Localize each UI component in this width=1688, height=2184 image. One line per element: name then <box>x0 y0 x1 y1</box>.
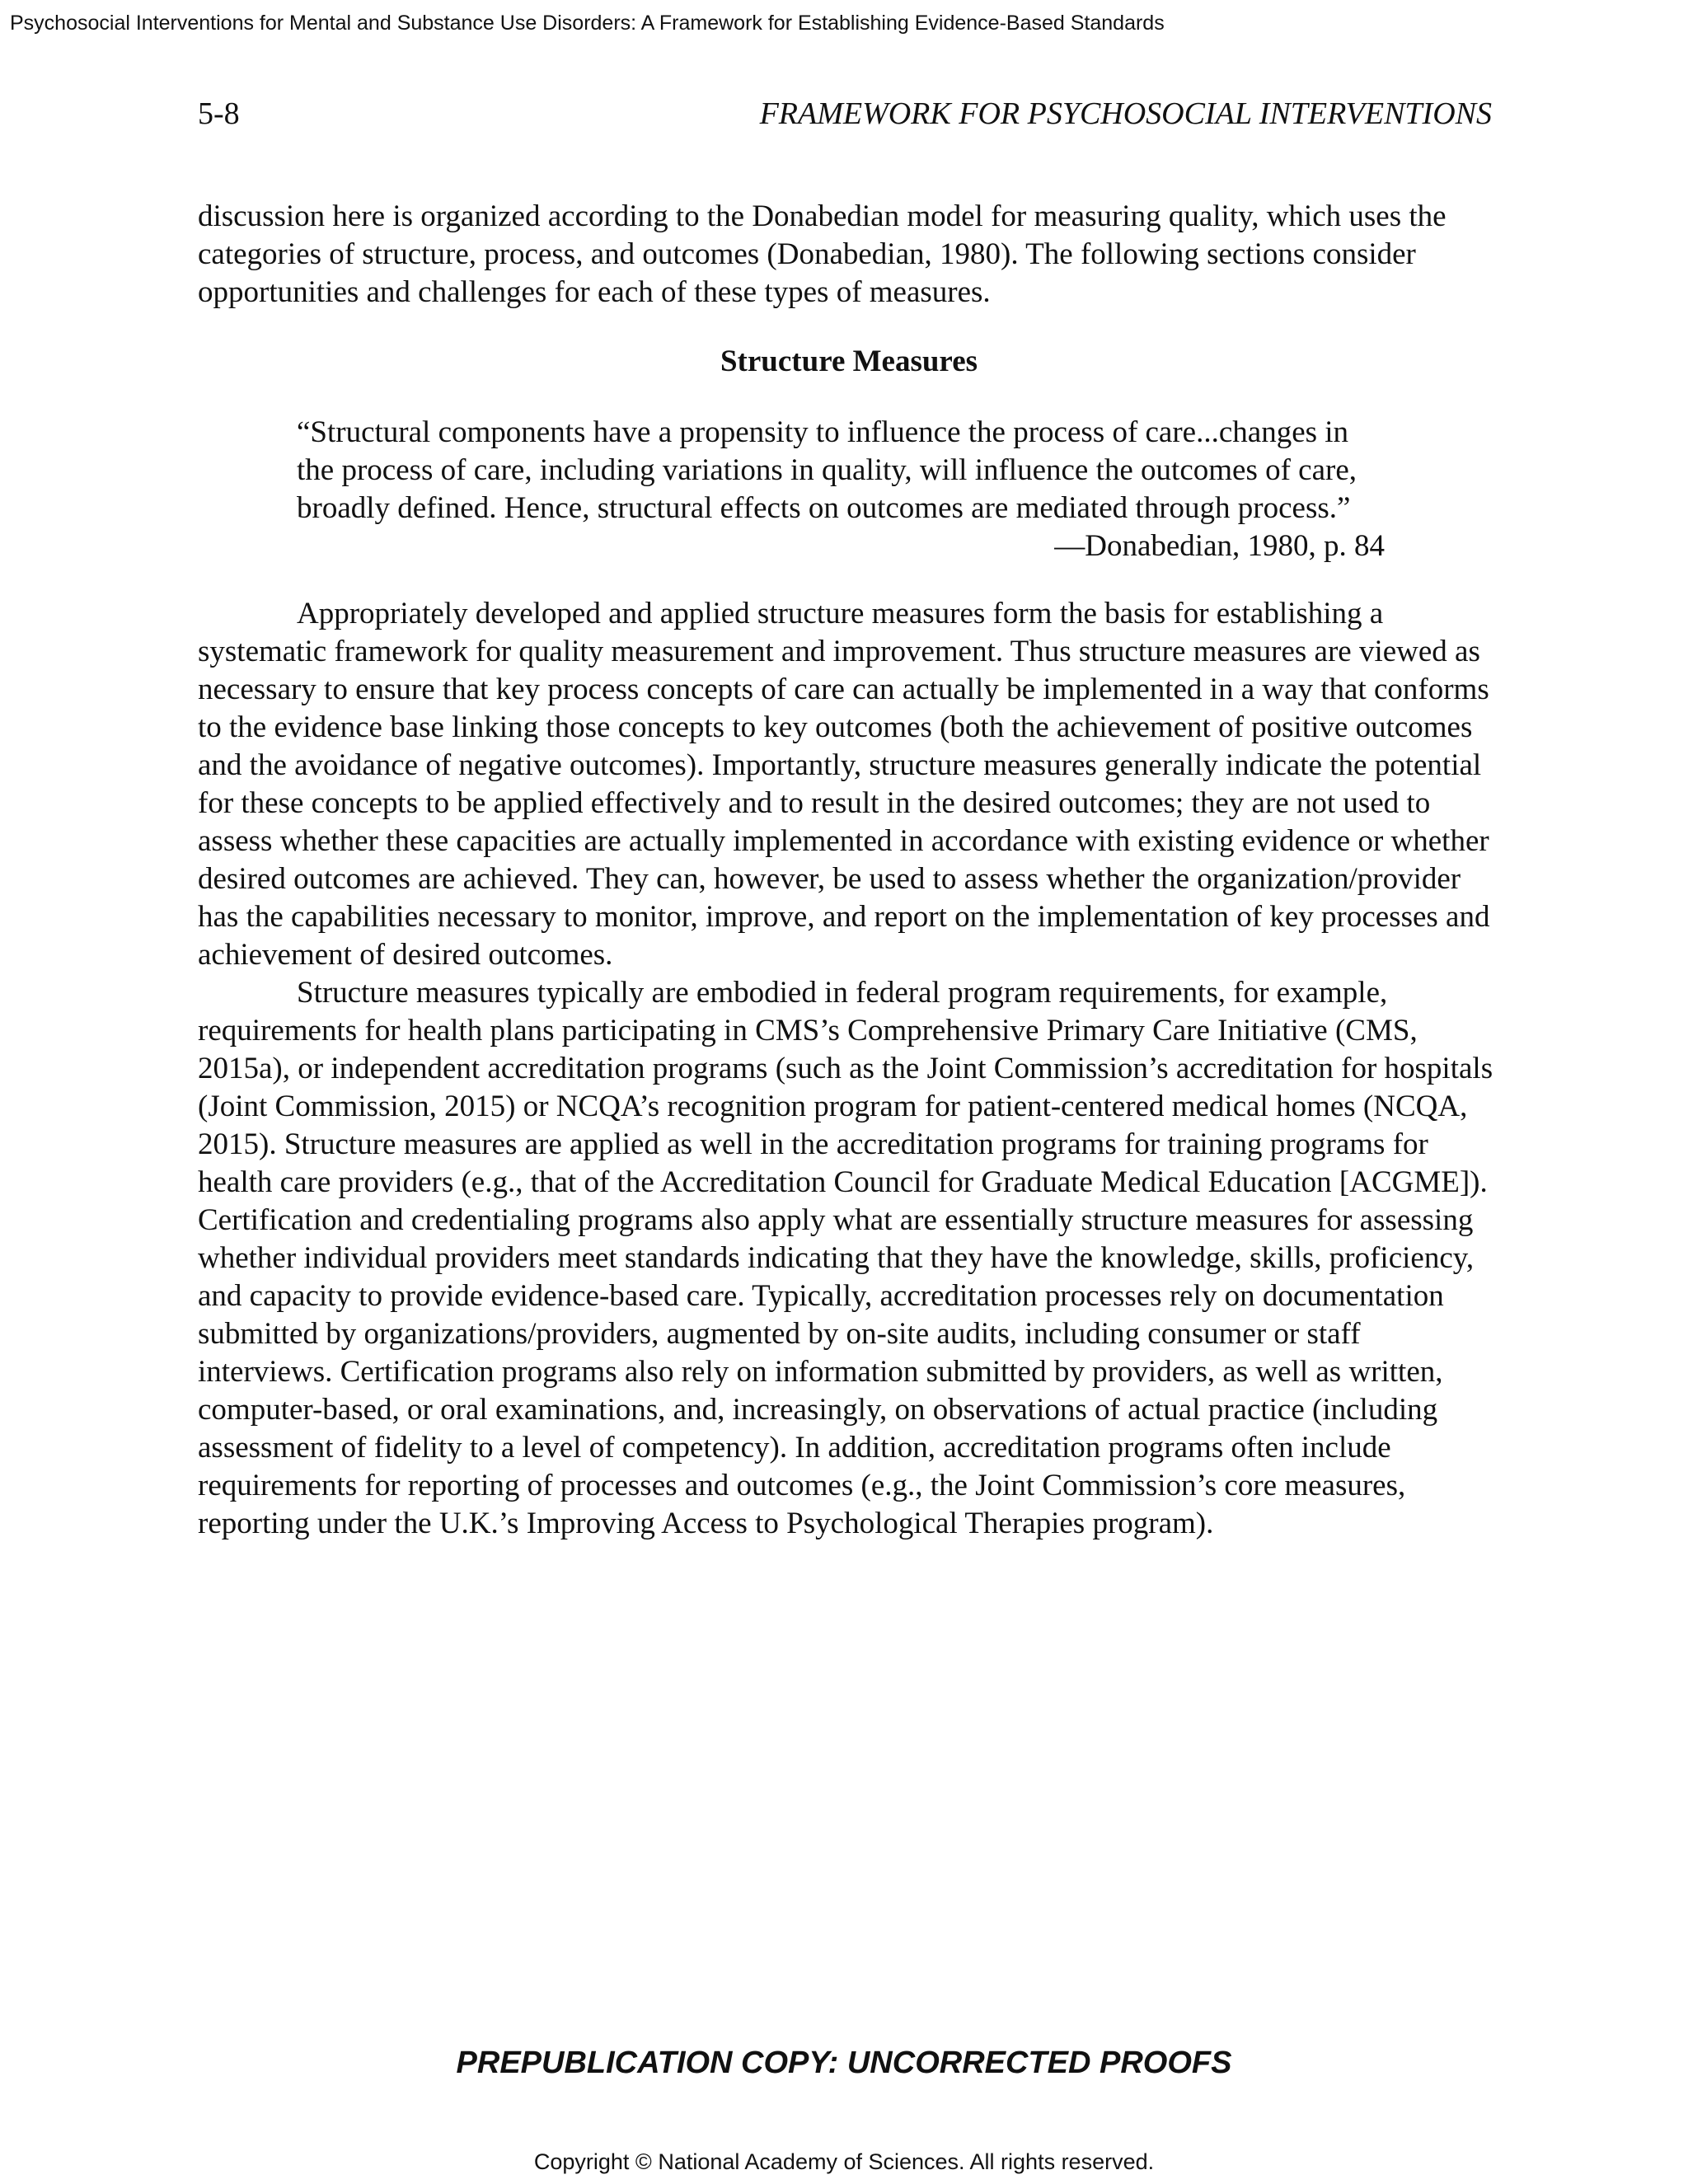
intro-paragraph: discussion here is organized according to the Donabedian model for measuring quality, which uses the categories of structure, process, and outcomes (Donabedian, 1980). The following sections consider opportunities and challenges for each of these types of measures. <box>198 199 1447 309</box>
running-header <box>198 96 1492 137</box>
quote-text: “Structural components have a propensity to influence the process of care...changes in the process of care, including variations in quality, will influence the outcomes of care, broadly defined. Hence, structural effects on outcomes are mediated through process.” <box>297 415 1357 525</box>
running-title: FRAMEWORK FOR PSYCHOSOCIAL INTERVENTIONS <box>759 96 1492 131</box>
page-body <box>198 198 1500 1543</box>
section-heading: Structure Measures <box>720 344 978 378</box>
page-number: 5-8 <box>198 96 240 131</box>
body-paragraph: Structure measures typically are embodied in federal program requirements, for example, requirements for health plans participating in CMS’s Comprehensive Primary Care Initiative (CMS, 2015a), or independent accreditation programs (such as the Joint Commission’s accreditation for hospitals (Joint Commission, 2015) or NCQA’s recognition program for patient-centered medical homes (NCQA, 2015). Structure measures are applied as well in the accreditation programs for training programs for health care providers (e.g., that of the Accreditation Council for Graduate Medical Education [ACGME]). Certification and credentialing programs also apply what are essentially structure measures for assessing whether individual providers meet standards indicating that they have the knowledge, skills, proficiency, and capacity to provide evidence-based care. Typically, accreditation processes rely on documentation submitted by organizations/providers, augmented by on-site audits, including consumer or staff interviews. Certification programs also rely on information submitted by providers, as well as written, computer-based, or oral examinations, and, increasingly, on observations of actual practice (including assessment of fidelity to a level of competency). In addition, accreditation programs often include requirements for reporting of processes and outcomes (e.g., the Joint Commission’s core measures, reporting under the U.K.’s Improving Access to Psychological Therapies program). <box>198 976 1493 1540</box>
prepublication-notice: PREPUBLICATION COPY: UNCORRECTED PROOFS <box>456 2046 1232 2080</box>
quote-attribution: —Donabedian, 1980, p. 84 <box>1054 529 1385 563</box>
block-quote <box>297 414 1385 565</box>
copyright-notice: Copyright © National Academy of Sciences. All rights reserved. <box>533 2149 1155 2174</box>
document-banner: Psychosocial Interventions for Mental and Substance Use Disorders: A Framework for Establishing Evidence-Based Standards <box>10 12 1165 35</box>
body-paragraph: Appropriately developed and applied structure measures form the basis for establishing a systematic framework for quality measurement and improvement. Thus structure measures are viewed as necessary to ensure that key process concepts of care can actually be implemented in a way that conforms to the evidence base linking those concepts to key outcomes (both the achievement of positive outcomes and the avoidance of negative outcomes). Importantly, structure measures generally indicate the potential for these concepts to be applied effectively and to result in the desired outcomes; they are not used to assess whether these capacities are actually implemented in accordance with existing evidence or whether desired outcomes are achieved. They can, however, be used to assess whether the organization/provider has the capabilities necessary to monitor, improve, and report on the implementation of key processes and achievement of desired outcomes. <box>198 597 1490 972</box>
